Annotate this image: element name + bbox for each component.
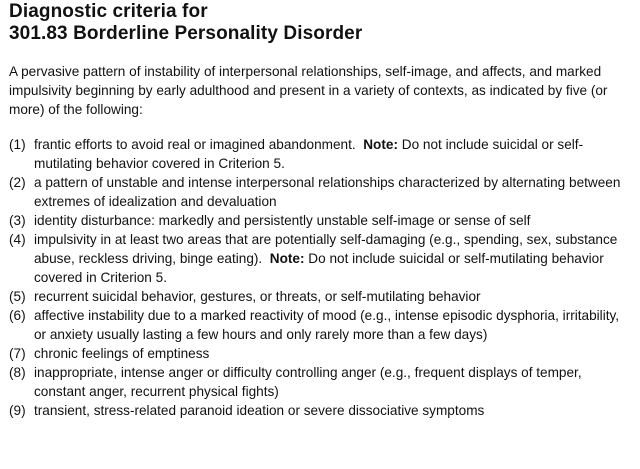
criterion-number: (3) — [9, 213, 26, 228]
note-label: Note: — [269, 251, 305, 266]
criterion-number: (6) — [9, 308, 26, 323]
criteria-list — [9, 135, 633, 420]
criterion-5 — [9, 287, 633, 306]
criterion-number: (5) — [9, 289, 26, 304]
criterion-text-block — [34, 230, 633, 287]
criterion-1 — [9, 135, 633, 173]
criterion-4 — [9, 230, 633, 287]
criterion-text: recurrent suicidal behavior, gestures, or threats, or self-mutilating behavior — [34, 289, 481, 304]
criterion-9 — [9, 401, 633, 420]
criterion-3 — [9, 211, 633, 230]
criterion-number: (9) — [9, 403, 26, 418]
note-text: Do not include suicidal or self-mutilating behavior covered in Criterion 5. — [34, 251, 604, 285]
criterion-text: transient, stress-related paranoid ideation or severe dissociative symptoms — [34, 403, 485, 418]
criterion-text: inappropriate, intense anger or difficulty controlling anger (e.g., frequent displays of temper, constant anger, recurrent physical fights) — [34, 365, 582, 399]
document-page — [9, 0, 633, 420]
criterion-number: (1) — [9, 137, 26, 152]
criterion-text: identity disturbance: markedly and persistently unstable self-image or sense of self — [34, 213, 531, 228]
criterion-7 — [9, 344, 633, 363]
intro-paragraph: A pervasive pattern of instability of interpersonal relationships, self-image, and affects, and marked impulsivity beginning by early adulthood and present in a variety of contexts, as indicated by five (or more) of the following: — [9, 64, 608, 117]
title-line-1: Diagnostic criteria for — [9, 1, 208, 22]
criterion-2 — [9, 173, 633, 211]
criterion-8 — [9, 363, 633, 401]
criterion-6 — [9, 306, 633, 344]
criterion-number: (2) — [9, 175, 26, 190]
criterion-text: impulsivity in at least two areas that are potentially self-damaging (e.g., spending, sex, substance abuse, reckless driving, binge eating). — [34, 232, 618, 266]
criterion-text: a pattern of unstable and intense interpersonal relationships characterized by alternating between extremes of idealization and devaluation — [34, 175, 621, 209]
criterion-text: affective instability due to a marked reactivity of mood (e.g., intense episodic dysphoria, irritability, or anxiety usually lasting a few hours and only rarely more than a few days) — [34, 308, 620, 342]
note-label: Note: — [363, 137, 398, 152]
title-line-2: 301.83 Borderline Personality Disorder — [9, 23, 363, 44]
criterion-number: (4) — [9, 232, 26, 247]
criterion-text: chronic feelings of emptiness — [34, 346, 210, 361]
criterion-number: (7) — [9, 346, 26, 361]
document-title — [9, 1, 633, 45]
criterion-text-block — [34, 135, 633, 173]
criterion-number: (8) — [9, 365, 26, 380]
note-text: Do not include suicidal or self-mutilating behavior covered in Criterion 5. — [34, 137, 584, 171]
criterion-text: frantic efforts to avoid real or imagined abandonment. — [34, 137, 356, 152]
